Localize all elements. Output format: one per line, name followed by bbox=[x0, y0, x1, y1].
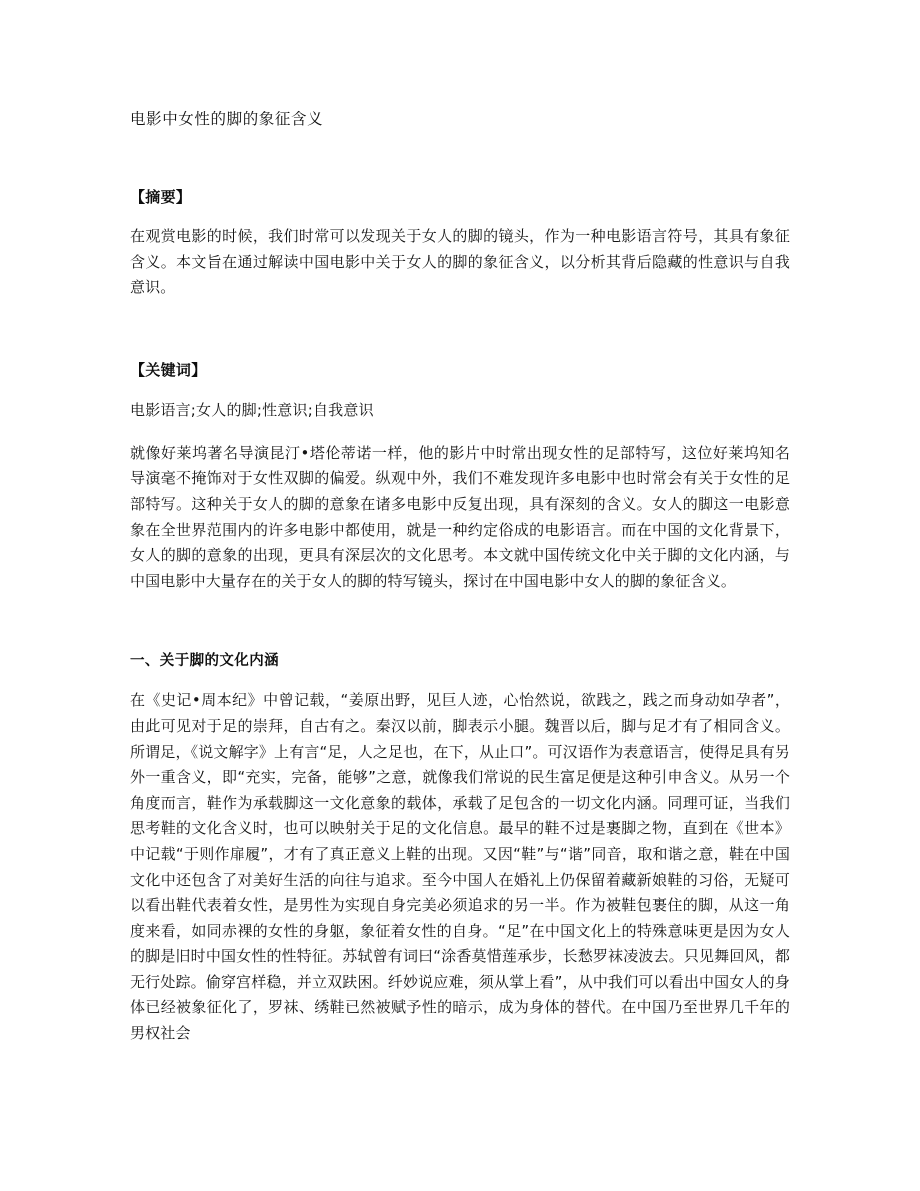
intro-paragraph: 就像好莱坞著名导演昆汀•塔伦蒂诺一样，他的影片中时常出现女性的足部特写，这位好莱坞知名导演毫不掩饰对于女性双脚的偏爱。纵观中外，我们不难发现许多电影中也时常会有关于女性的足部特写。这种关于女人的脚的意象在诸多电影中反复出现，具有深刻的含义。女人的脚这一电影意象在全世界范围内的许多电影中都使用，就是一种约定俗成的电影语言。而在中国的文化背景下，女人的脚的意象的出现，更具有深层次的文化思考。本文就中国传统文化中关于脚的文化内涵，与中国电影中大量存在的关于女人的脚的特写镜头，探讨在中国电影中女人的脚的象征含义。 bbox=[130, 443, 790, 590]
abstract-paragraph: 在观赏电影的时候，我们时常可以发现关于女人的脚的镜头，作为一种电影语言符号，其具有象征含义。本文旨在通过解读中国电影中关于女人的脚的象征含义，以分析其背后隐藏的性意识与自我意识。 bbox=[130, 227, 790, 297]
section-heading-one: 一、关于脚的文化内涵 bbox=[130, 653, 279, 670]
spacer-abstract-keywords bbox=[130, 301, 790, 357]
spacer-abstract-label bbox=[130, 210, 790, 224]
spacer-section-body bbox=[130, 674, 790, 688]
spacer-title-abstract bbox=[130, 132, 790, 184]
page-title: 电影中女性的脚的象征含义 bbox=[130, 110, 324, 128]
spacer-keywords-label bbox=[130, 383, 790, 397]
document-content-column bbox=[130, 0, 790, 1047]
spacer-keywords-intro bbox=[130, 423, 790, 441]
keywords-list: 电影语言;女人的脚;性意识;自我意识 bbox=[130, 400, 374, 419]
abstract-label: 【摘要】 bbox=[130, 188, 192, 206]
spacer-intro-section bbox=[130, 594, 790, 648]
keywords-label: 【关键词】 bbox=[130, 360, 207, 379]
section-one-paragraph: 在《史记•周本纪》中曾记载，“姜原出野，见巨人迹，心怡然说，欲践之，践之而身动如孕者”，由此可见对于足的崇拜，自古有之。秦汉以前，脚表示小腿。魏晋以后，脚与足才有了相同含义。所谓足，《说文解字》上有言“足，人之足也，在下，从止口”。可汉语作为表意语言，使得足具有另外一重含义，即“充实，完备，能够”之意，就像我们常说的民生富足便是这种引申含义。从另一个角度而言，鞋作为承载脚这一文化意象的载体，承载了足包含的一切文化内涵。同理可证，当我们思考鞋的文化含义时，也可以映射关于足的文化信息。最早的鞋不过是裹脚之物，直到在《世本》中记载“于则作扉履”，才有了真正意义上鞋的出现。又因“鞋”与“谐”同音，取和谐之意，鞋在中国文化中还包含了对美好生活的向往与追求。至今中国人在婚礼上仍保留着藏新娘鞋的习俗，无疑可以看出鞋代表着女性，是男性为实现自身完美必须追求的另一半。作为被鞋包裹住的脚，从这一角度来看，如同赤裸的女性的身躯，象征着女性的自身。“足”在中国文化上的特殊意味更是因为女人的脚是旧时中国女性的性特征。苏轼曾有词曰“涂香莫惜莲承步，长愁罗袜凌波去。只见舞回风，都无行处踪。偷穿宫样稳，并立双趺困。纤妙说应难，须从掌上看”，从中我们可以看出中国女人的身体已经被象征化了，罗袜、绣鞋已然被赋予性的暗示，成为身体的替代。在中国乃至世界几千年的男权社会 bbox=[130, 691, 790, 1043]
